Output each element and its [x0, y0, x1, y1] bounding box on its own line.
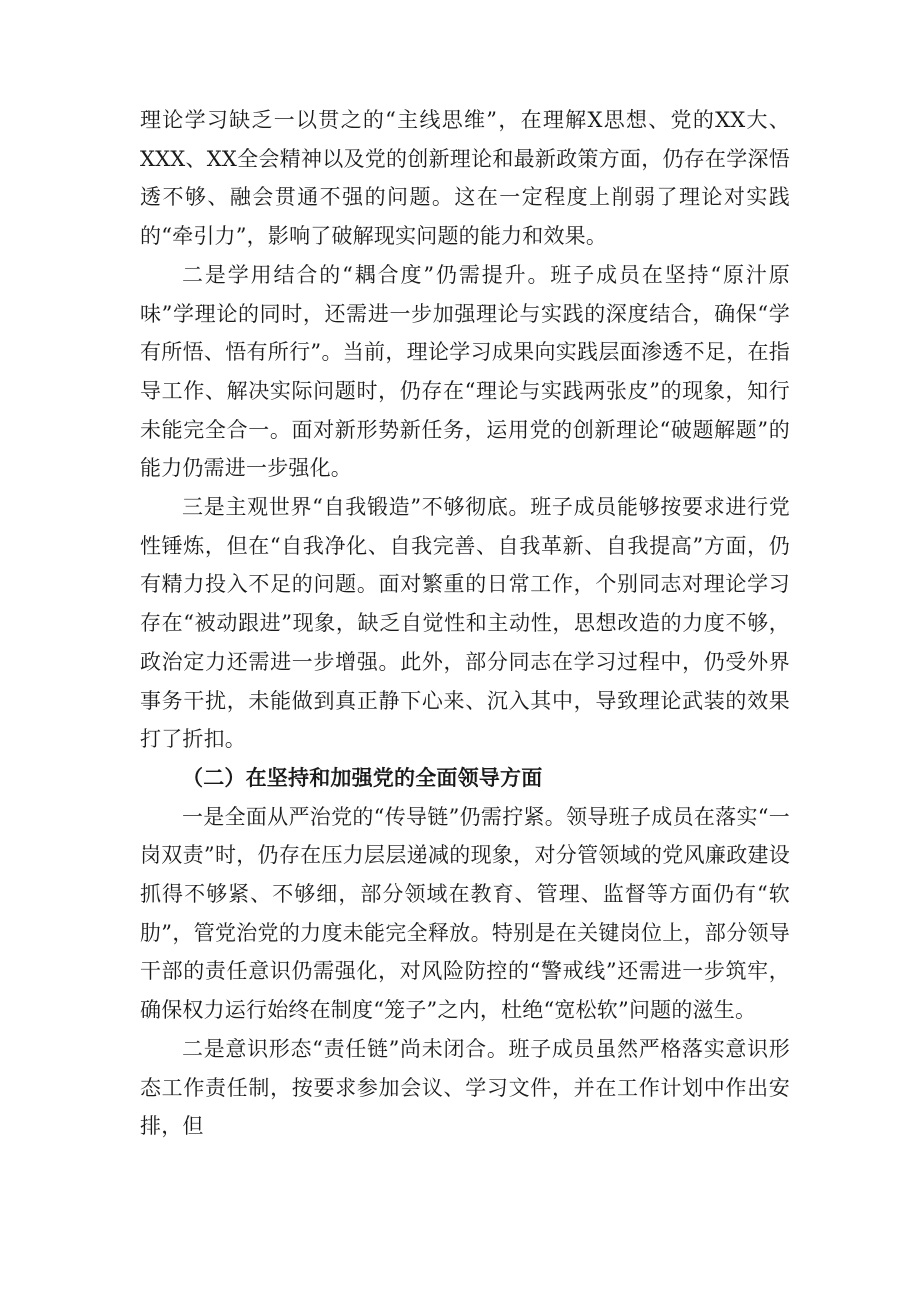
paragraph-point-two-responsibility-chain: 二是意识形态“责任链”尚未闭合。班子成员虽然严格落实意识形态工作责任制，按要求参加会议、学习文件，并在工作计划中作出安排，但	[140, 1036, 790, 1139]
paragraph-theory-study-continued: 理论学习缺乏一以贯之的“主线思维”，在理解X思想、党的XX大、XXX、XX全会精神以及党的创新理论和最新政策方面，仍存在学深悟透不够、融会贯通不强的问题。这在一定程度上削弱了理论对实践的“牵引力”，影响了破解现实问题的能力和效果。	[140, 108, 790, 249]
document-body	[140, 101, 790, 1146]
paragraph-point-two-integration: 二是学用结合的“耦合度”仍需提升。班子成员在坚持“原汁原味”学理论的同时，还需进一步加强理论与实践的深度结合，确保“学有所悟、悟有所行”。当前，理论学习成果向实践层面渗透不足，在指导工作、解决实际问题时，仍存在“理论与实践两张皮”的现象，知行未能完全合一。面对新形势新任务，运用党的创新理论“破题解题”的能力仍需进一步强化。	[140, 262, 790, 481]
paragraph-point-three-self-forging: 三是主观世界“自我锻造”不够彻底。班子成员能够按要求进行党性锤炼，但在“自我净化、自我完善、自我革新、自我提高”方面，仍有精力投入不足的问题。面对繁重的日常工作，个别同志对理论学习存在“被动跟进”现象，缺乏自觉性和主动性，思想改造的力度不够，政治定力还需进一步增强。此外，部分同志在学习过程中，仍受外界事务干扰，未能做到真正静下心来、沉入其中，导致理论武装的效果打了折扣。	[140, 495, 790, 752]
section-heading-party-leadership: （二）在坚持和加强党的全面领导方面	[182, 764, 543, 790]
paragraph-point-one-transmission-chain: 一是全面从严治党的“传导链”仍需拧紧。领导班子成员在落实“一岗双责”时，仍存在压力层层递减的现象，对分管领域的党风廉政建设抓得不够紧、不够细，部分领域在教育、管理、监督等方面仍有“软肋”，管党治党的力度未能完全释放。特别是在关键岗位上，部分领导干部的责任意识仍需强化，对风险防控的“警戒线”还需进一步筑牢，确保权力运行始终在制度“笼子”之内，杜绝“宽松软”问题的滋生。	[140, 804, 790, 1023]
